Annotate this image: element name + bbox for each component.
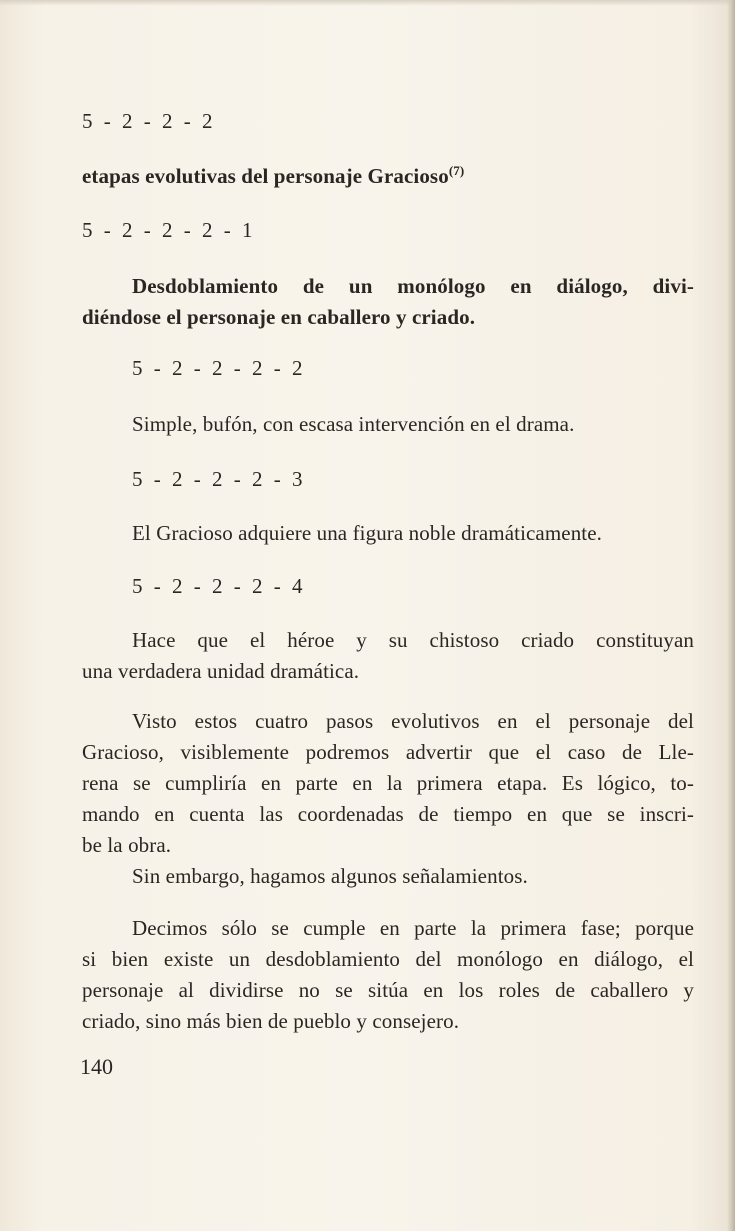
section-text-line: Simple, bufón, con escasa intervención en el drama. — [132, 412, 575, 436]
section-number: 5 - 2 - 2 - 2 - 1 — [82, 218, 256, 242]
paragraph-line: Visto estos cuatro pasos evolutivos en el personaje del — [132, 709, 694, 733]
section-text-line: una verdadera unidad dramática. — [82, 659, 360, 683]
paragraph-line: Gracioso, visiblemente podremos advertir que el caso de Lle- — [82, 740, 694, 764]
paragraph-line: si bien existe un desdoblamiento del monólogo en diálogo, el — [82, 947, 694, 971]
footnote-reference: (7) — [448, 163, 465, 178]
section-heading — [82, 161, 464, 191]
section-text-line: Hace que el héroe y su chistoso criado constituyan — [132, 628, 694, 652]
paragraph-line: personaje al dividirse no se sitúa en los roles de caballero y — [82, 978, 694, 1002]
paragraph-line: Sin embargo, hagamos algunos señalamientos. — [132, 864, 528, 888]
section-text-line: diéndose el personaje en caballero y criado. — [82, 305, 476, 329]
section-number: 5 - 2 - 2 - 2 — [82, 109, 216, 133]
paragraph-line: Decimos sólo se cumple en parte la primera fase; porque — [132, 916, 694, 940]
paragraph-line: rena se cumpliría en parte en la primera etapa. Es lógico, to- — [82, 771, 694, 795]
page-top-shadow — [0, 0, 735, 6]
paragraph-line: mando en cuenta las coordenadas de tiempo en que se inscri- — [82, 802, 694, 826]
section-number: 5 - 2 - 2 - 2 - 2 — [132, 356, 306, 380]
section-heading-text: etapas evolutivas del personaje Gracioso — [82, 164, 449, 188]
section-number: 5 - 2 - 2 - 2 - 3 — [132, 467, 306, 491]
paragraph-line: criado, sino más bien de pueblo y consejero. — [82, 1009, 460, 1033]
page-number: 140 — [80, 1054, 113, 1079]
section-text-line: Desdoblamiento de un monólogo en diálogo, divi- — [132, 274, 694, 298]
page-right-edge — [727, 0, 735, 1231]
paragraph-line: be la obra. — [82, 833, 172, 857]
section-number: 5 - 2 - 2 - 2 - 4 — [132, 574, 306, 598]
section-text-line: El Gracioso adquiere una figura noble dramáticamente. — [132, 521, 603, 545]
